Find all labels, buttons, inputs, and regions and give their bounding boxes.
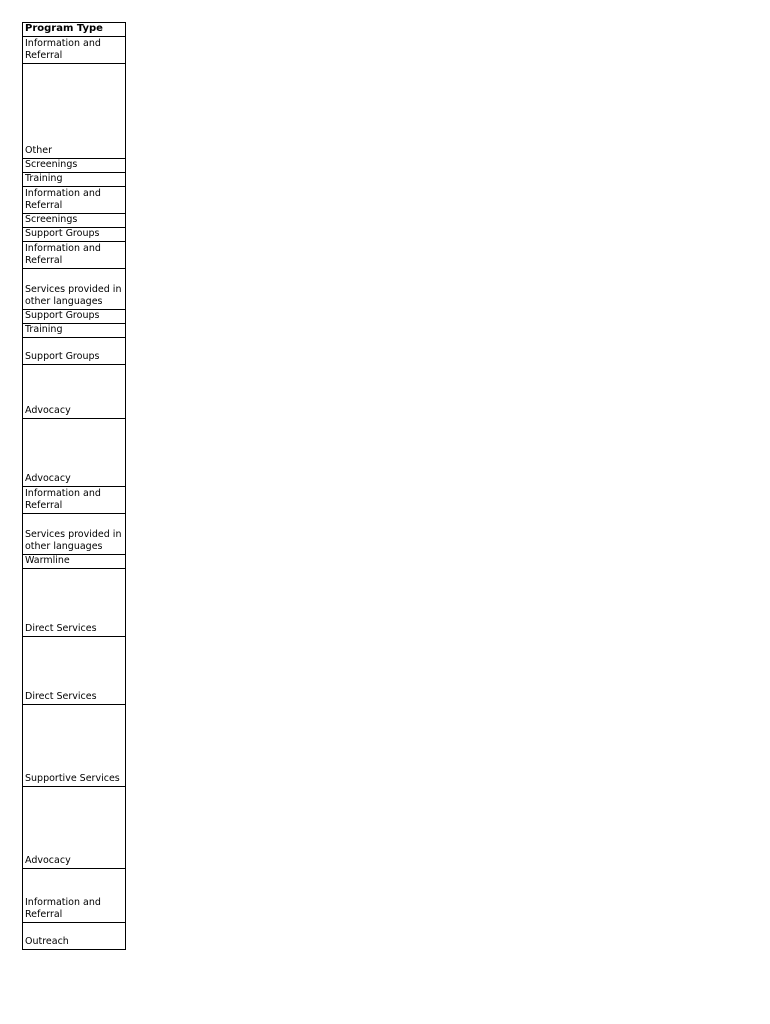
table-row	[23, 186, 126, 213]
table-cell	[23, 36, 126, 63]
cell-text: Services provided in other languages	[25, 528, 122, 552]
table-cell	[23, 513, 126, 554]
cell-text: Information and Referral	[25, 896, 101, 920]
table-cell	[23, 227, 126, 241]
table-row	[23, 213, 126, 227]
table-cell	[23, 213, 126, 227]
table-cell	[23, 568, 126, 636]
table-cell	[23, 309, 126, 323]
table-row	[23, 418, 126, 486]
table-cell	[23, 241, 126, 268]
cell-text: Support Groups	[25, 228, 100, 239]
cell-text: Information and Referral	[25, 242, 101, 266]
table-cell	[23, 337, 126, 364]
cell-text: Advocacy	[25, 405, 71, 416]
table-cell	[23, 486, 126, 513]
table-row	[23, 636, 126, 704]
table-cell	[23, 186, 126, 213]
table-cell	[23, 158, 126, 172]
table-row	[23, 63, 126, 158]
cell-text: Outreach	[25, 936, 69, 947]
table-cell	[23, 172, 126, 186]
table-row	[23, 241, 126, 268]
cell-text: Training	[25, 173, 63, 184]
cell-text: Direct Services	[25, 623, 97, 634]
table-row	[23, 486, 126, 513]
table-row	[23, 158, 126, 172]
table-row	[23, 172, 126, 186]
table-row	[23, 786, 126, 868]
cell-text: Supportive Services	[25, 773, 120, 784]
table-row	[23, 323, 126, 337]
cell-text: Screenings	[25, 159, 78, 170]
table-row	[23, 568, 126, 636]
header-row	[23, 23, 126, 37]
table-row	[23, 922, 126, 949]
cell-text: Information and Referral	[25, 37, 101, 61]
cell-text: Support Groups	[25, 310, 100, 321]
table-cell	[23, 418, 126, 486]
table-row	[23, 36, 126, 63]
cell-text: Screenings	[25, 214, 78, 225]
cell-text: Support Groups	[25, 351, 100, 362]
program-type-header: Program Type	[23, 23, 126, 37]
table-cell	[23, 868, 126, 922]
table-cell	[23, 704, 126, 786]
table-cell	[23, 268, 126, 309]
table-row	[23, 704, 126, 786]
table-row	[23, 554, 126, 568]
table-cell	[23, 554, 126, 568]
cell-text: Advocacy	[25, 855, 71, 866]
cell-text: Training	[25, 324, 63, 335]
table-cell	[23, 63, 126, 158]
spreadsheet-area	[22, 22, 126, 950]
cell-text: Direct Services	[25, 691, 97, 702]
table-row	[23, 337, 126, 364]
program-type-table	[22, 22, 126, 950]
cell-text: Information and Referral	[25, 487, 101, 511]
cell-text: Other	[25, 145, 52, 156]
table-cell	[23, 364, 126, 418]
table-cell	[23, 636, 126, 704]
cell-text: Warmline	[25, 555, 70, 566]
table-cell	[23, 786, 126, 868]
table-row	[23, 868, 126, 922]
cell-text: Information and Referral	[25, 187, 101, 211]
cell-text: Advocacy	[25, 473, 71, 484]
table-row	[23, 513, 126, 554]
table-row	[23, 364, 126, 418]
table-row	[23, 309, 126, 323]
cell-text: Services provided in other languages	[25, 283, 122, 307]
table-row	[23, 268, 126, 309]
table-cell	[23, 323, 126, 337]
table-row	[23, 227, 126, 241]
table-cell	[23, 922, 126, 949]
